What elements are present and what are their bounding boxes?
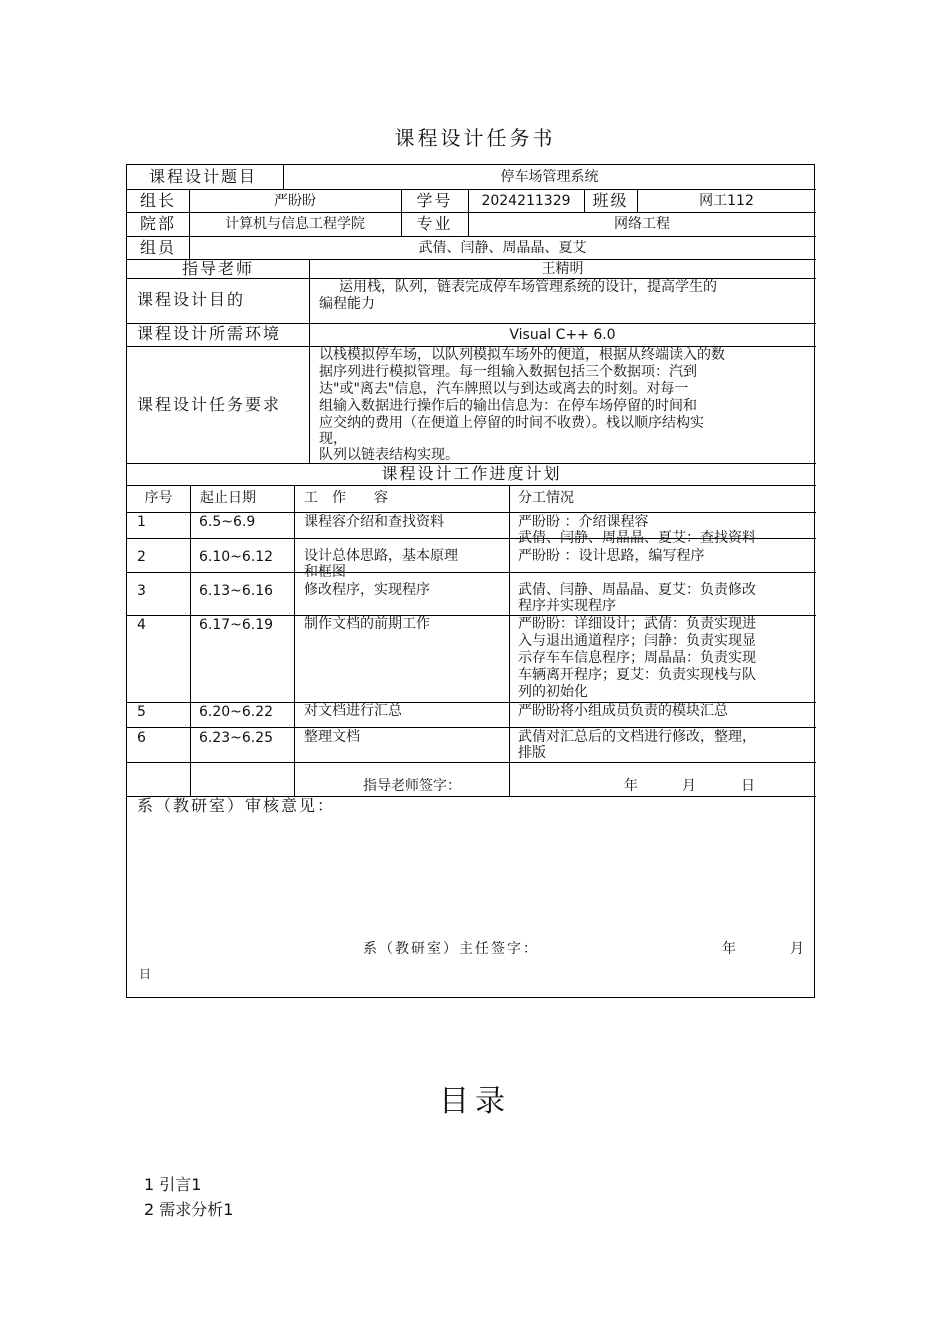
advisor-label: 指导老师 <box>181 259 254 278</box>
school-value: 计算机与信息工程学院 <box>225 216 365 232</box>
schedule-row-date: 6.23~6.25 <box>199 730 274 746</box>
schedule-row-no: 4 <box>137 617 146 633</box>
student-id-value: 2024211329 <box>481 193 571 209</box>
advisor-sign-label: 指导老师签字： <box>363 778 461 794</box>
req-label: 课程设计任务要求 <box>137 395 282 414</box>
schedule-header-no: 序号 <box>144 490 173 506</box>
leader-value: 严盼盼 <box>274 193 316 209</box>
req-line: 组输入数据进行操作后的输出信息为：在停车场停留的时间和 <box>319 398 697 414</box>
review-label: 系（教研室）审核意见： <box>137 796 336 815</box>
advisor-sign-day: 日 <box>741 778 755 794</box>
toc-title: 目录 <box>439 1084 511 1119</box>
schedule-header-division: 分工情况 <box>518 490 574 506</box>
schedule-row-no: 1 <box>137 514 146 530</box>
dept-sign-year: 年 <box>722 941 736 957</box>
topic-value: 停车场管理系统 <box>500 169 599 185</box>
schedule-row-work: 修改程序，实现程序 <box>304 582 430 598</box>
leader-label: 组长 <box>140 191 177 210</box>
schedule-row-division: 武倩、闫静、周晶晶、夏艾：查找资料 <box>518 530 756 546</box>
topic-label: 课程设计题目 <box>149 167 258 186</box>
purpose-value-line1: 运用栈，队列，链表完成停车场管理系统的设计，提高学生的 <box>339 279 717 295</box>
req-line: 应交纳的费用（在便道上停留的时间不收费）。栈以顺序结构实 <box>319 415 704 431</box>
advisor-value: 王精明 <box>541 261 584 277</box>
dept-sign-day: 日 <box>139 967 152 981</box>
schedule-row-division: 入与退出通道程序；闫静：负责实现显 <box>518 633 756 649</box>
env-label: 课程设计所需环境 <box>137 324 282 343</box>
purpose-label: 课程设计目的 <box>137 290 246 309</box>
schedule-row-division: 程序并实现程序 <box>518 598 616 614</box>
schedule-row-division: 武倩对汇总后的文档进行修改，整理， <box>518 729 756 745</box>
school-label: 院部 <box>140 214 177 233</box>
schedule-row-work: 设计总体思路，基本原理 <box>304 548 458 564</box>
env-value: Visual C++ 6.0 <box>509 327 616 343</box>
schedule-row-date: 6.20~6.22 <box>199 704 274 720</box>
dept-sign-month: 月 <box>790 941 804 957</box>
schedule-row-no: 2 <box>137 549 146 565</box>
major-label: 专业 <box>416 214 453 233</box>
schedule-row-division: 车辆离开程序；夏艾：负责实现栈与队 <box>518 667 756 683</box>
schedule-row-work: 课程容介绍和查找资料 <box>304 514 444 530</box>
schedule-header-work: 工 作 容 <box>304 490 388 506</box>
schedule-row-division: 排版 <box>518 745 546 761</box>
schedule-row-division: 列的初始化 <box>518 684 588 700</box>
schedule-row-division: 示存车车信息程序；周晶晶：负责实现 <box>518 650 756 666</box>
req-line: 据序列进行模拟管理。每一组输入数据包括三个数据项：汽到 <box>319 364 697 380</box>
schedule-row-work: 整理文档 <box>304 729 360 745</box>
schedule-header-date: 起止日期 <box>200 490 256 506</box>
student-id-label: 学号 <box>416 191 453 210</box>
schedule-row-date: 6.17~6.19 <box>199 617 274 633</box>
schedule-row-date: 6.5~6.9 <box>199 514 256 530</box>
schedule-row-no: 6 <box>137 730 146 746</box>
req-line: 以栈模拟停车场，以队列模拟车场外的便道，根据从终端读入的数 <box>319 347 725 363</box>
members-label: 组员 <box>140 238 177 257</box>
task-form-table <box>126 164 815 998</box>
req-line: 队列以链表结构实现。 <box>319 447 459 463</box>
schedule-row-division: 严盼盼 ：设计思路，编写程序 <box>518 548 705 564</box>
major-value: 网络工程 <box>614 216 670 232</box>
schedule-row-date: 6.10~6.12 <box>199 549 274 565</box>
schedule-title: 课程设计工作进度计划 <box>381 464 562 483</box>
req-line: 达"或"离去"信息，汽车牌照以与到达或离去的时刻。对每一 <box>319 381 689 397</box>
advisor-sign-month: 月 <box>682 778 696 794</box>
toc-item[interactable]: 1 引言1 <box>144 1175 202 1194</box>
members-value: 武倩、闫静、周晶晶、夏艾 <box>418 240 587 256</box>
schedule-row-division: 武倩、闫静、周晶晶、夏艾：负责修改 <box>518 582 756 598</box>
toc-item[interactable]: 2 需求分析1 <box>144 1200 234 1219</box>
req-line: 现， <box>319 431 347 447</box>
schedule-row-work: 对文档进行汇总 <box>304 703 402 719</box>
schedule-row-division: 严盼盼：详细设计；武倩：负责实现进 <box>518 616 756 632</box>
dept-sign-label: 系（教研室）主任签字： <box>363 941 539 957</box>
schedule-row-division: 严盼盼将小组成员负责的模块汇总 <box>518 703 728 719</box>
schedule-row-no: 5 <box>137 704 146 720</box>
schedule-row-work: 和框图 <box>304 564 346 580</box>
purpose-value-line2: 编程能力 <box>319 296 375 312</box>
schedule-row-date: 6.13~6.16 <box>199 583 274 599</box>
schedule-row-no: 3 <box>137 583 146 599</box>
advisor-sign-year: 年 <box>624 778 638 794</box>
schedule-row-work: 制作文档的前期工作 <box>304 616 430 632</box>
schedule-row-division: 严盼盼 ：介绍课程容 <box>518 514 649 530</box>
document-title: 课程设计任务书 <box>394 126 556 150</box>
class-value: 网工112 <box>699 193 754 209</box>
class-label: 班级 <box>592 191 629 210</box>
